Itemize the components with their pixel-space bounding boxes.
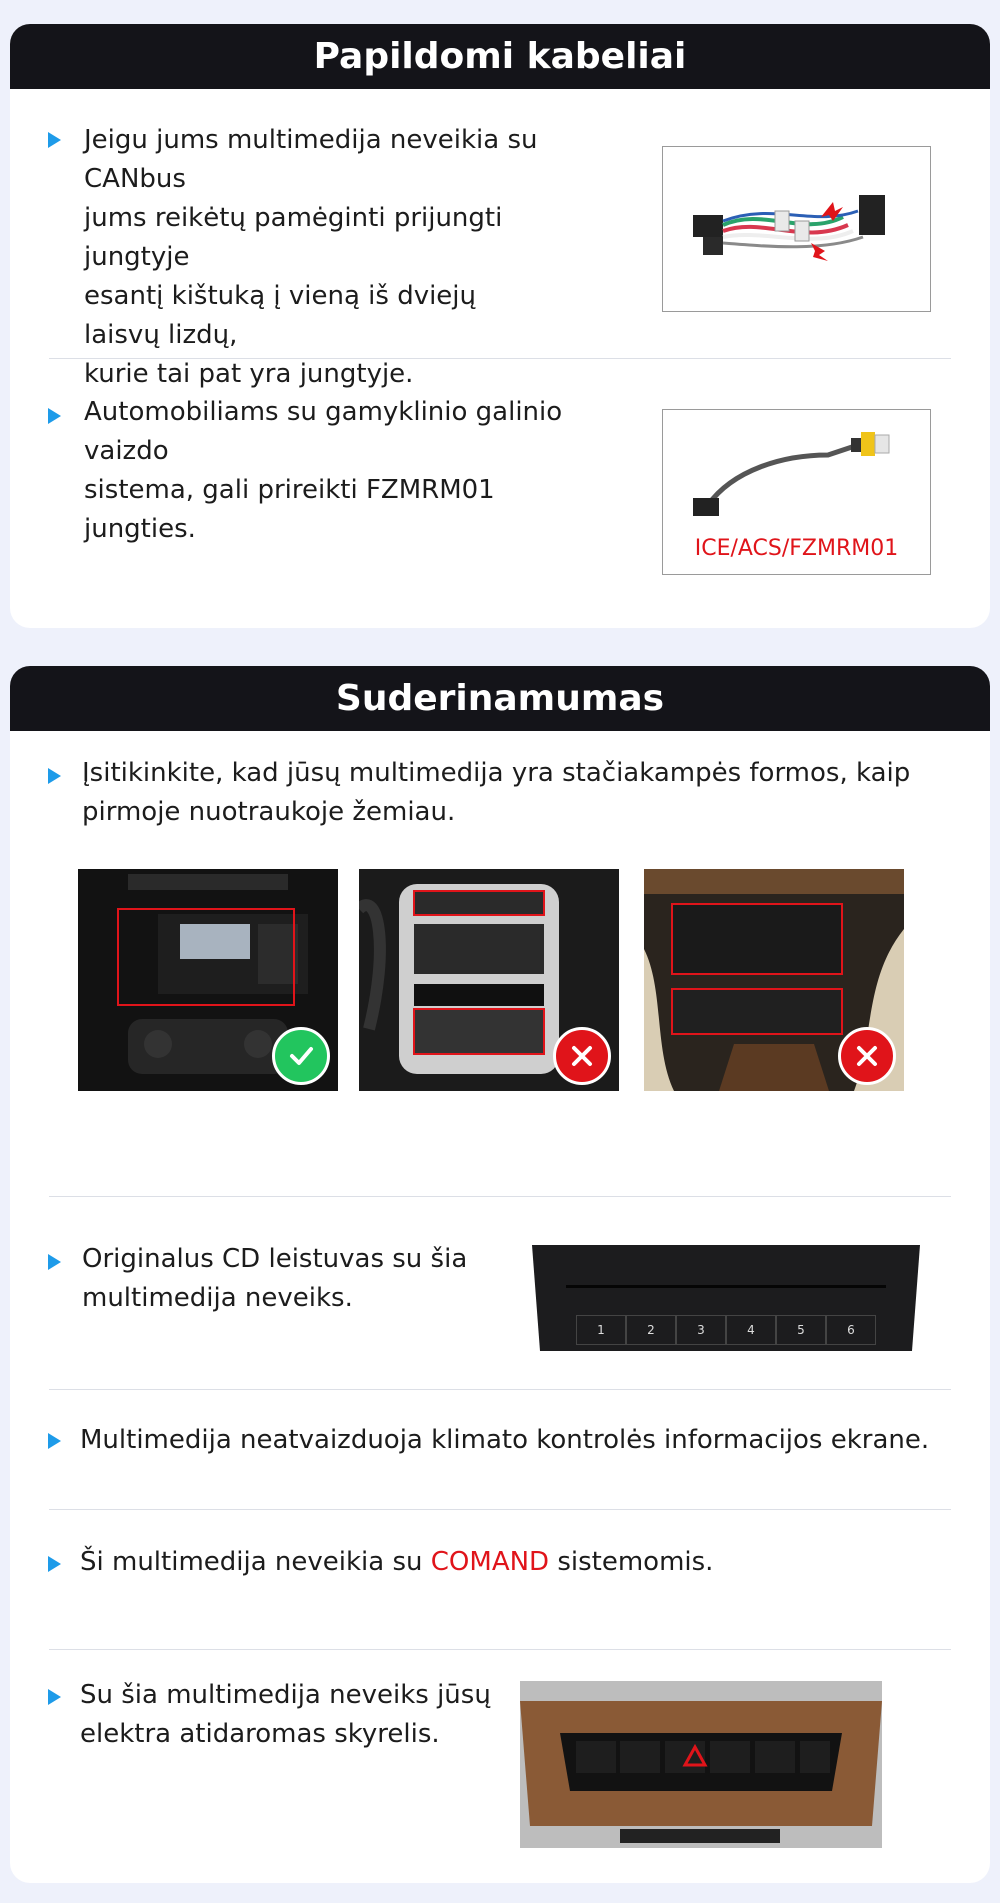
incompatible-dashboard-photo-1: [359, 869, 619, 1091]
bullet-icon: [48, 408, 61, 424]
fzmrm01-cable-image: [662, 409, 931, 575]
compat-item4-text: Ši multimedija neveikia su COMAND sistemomis.: [80, 1547, 714, 1577]
cd-button-6: 6: [826, 1315, 876, 1345]
wiring-harness-icon: [663, 147, 932, 313]
cables-section-title: Papildomi kabeliai: [10, 24, 990, 89]
compat-item5-text: Su šia multimedija neveiks jūsų elektra atidaromas skyrelis.: [80, 1680, 491, 1749]
bullet-icon: [48, 1556, 61, 1572]
divider: [49, 1389, 951, 1390]
cables-section: [10, 24, 990, 628]
cross-badge-icon: [553, 1027, 611, 1085]
divider: [49, 1509, 951, 1510]
compat-item2-text: Originalus CD leistuvas su šia multimedija neveiks.: [82, 1244, 468, 1313]
checkmark-badge-icon: [272, 1027, 330, 1085]
bullet-icon: [48, 1254, 61, 1270]
cables-item2-text: Automobiliams su gamyklinio galinio vaizdo sistema, gali prireikti FZMRM01 jungties.: [84, 397, 563, 544]
divider: [49, 1196, 951, 1197]
compat-item1-text: Įsitikinkite, kad jūsų multimedija yra stačiakampės formos, kaip pirmoje nuotraukoje žemiau.: [82, 758, 911, 827]
wiring-harness-image: [662, 146, 931, 312]
cd-button-1: 1: [576, 1315, 626, 1345]
divider: [49, 1649, 951, 1650]
comand-highlight: COMAND: [430, 1547, 550, 1577]
cd-button-3: 3: [676, 1315, 726, 1345]
compat-item3-text: Multimedija neatvaizduoja klimato kontrolės informacijos ekrane.: [80, 1425, 930, 1455]
incompatible-dashboard-photo-2: [644, 869, 904, 1091]
cd-button-2: 2: [626, 1315, 676, 1345]
cable-icon: [663, 410, 932, 530]
compatible-dashboard-photo: [78, 869, 338, 1091]
compartment-panel-icon: [520, 1681, 882, 1848]
cd-player-buttons: [576, 1315, 876, 1345]
compatibility-section-title: Suderinamumas: [10, 666, 990, 731]
cables-item1-text: Jeigu jums multimedija neveikia su CANbus jums reikėtų pamėginti prijungti jungtyje esantį kištuką į vieną iš dviejų laisvų lizdų, kurie tai pat yra jungtyje.: [84, 125, 538, 389]
bullet-icon: [48, 768, 61, 784]
divider: [49, 358, 951, 359]
fzmrm01-image-caption: ICE/ACS/FZMRM01: [694, 536, 899, 561]
bullet-icon: [48, 1433, 61, 1449]
bullet-icon: [48, 1689, 61, 1705]
compatibility-section: [10, 666, 990, 1883]
compartment-image: [520, 1681, 882, 1848]
cd-button-4: 4: [726, 1315, 776, 1345]
bullet-icon: [48, 132, 61, 148]
cross-badge-icon: [838, 1027, 896, 1085]
cd-player-image: [526, 1241, 926, 1355]
cd-button-5: 5: [776, 1315, 826, 1345]
